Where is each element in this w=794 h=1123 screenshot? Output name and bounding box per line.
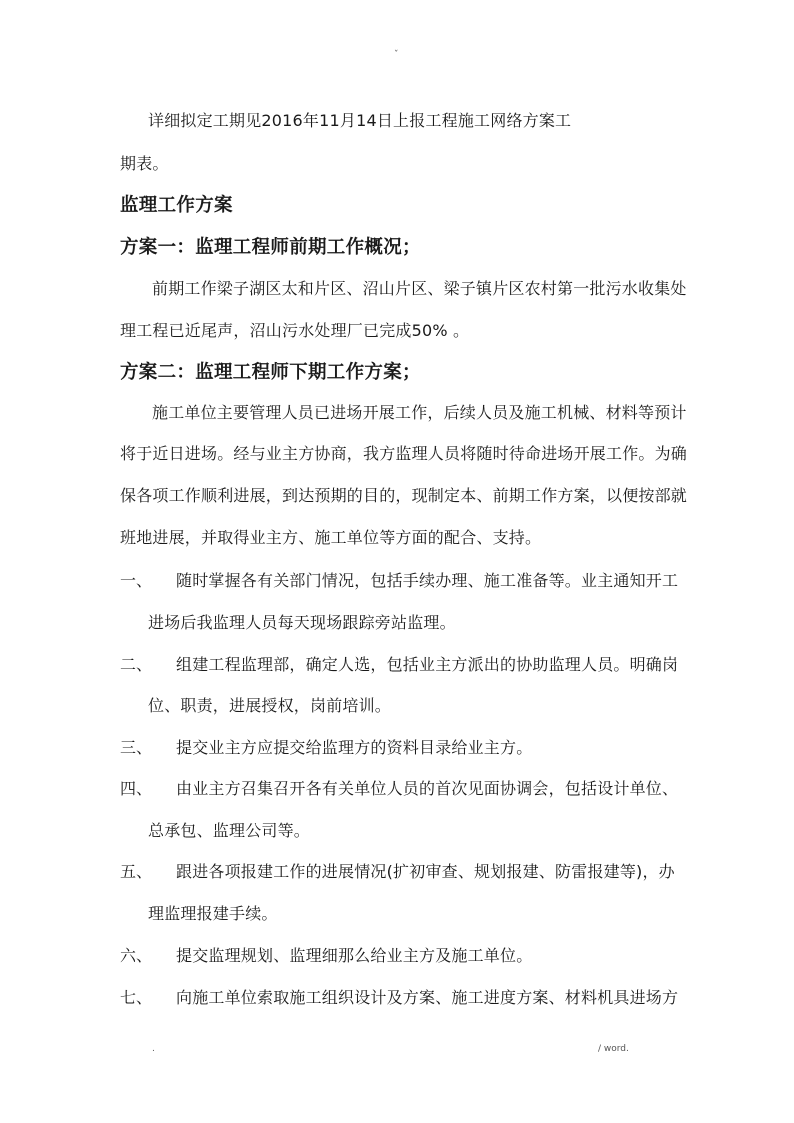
item-4-line-2: 总承包、监理公司等。 — [148, 821, 311, 840]
plan1-line-1: 前期工作梁子湖区太和片区、沼山片区、梁子镇片区农村第一批污水收集处 — [152, 279, 687, 298]
footer-left-mark: . — [152, 1044, 155, 1054]
plan2-line-2: 将于近日进场。经与业主方协商，我方监理人员将随时待命进场开展工作。为确 — [120, 444, 688, 463]
plan2-line-1: 施工单位主要管理人员已进场开展工作，后续人员及施工机械、材料等预计 — [152, 403, 687, 422]
plan2-title: 方案二：监理工程师下期工作方案； — [120, 362, 421, 383]
header-mark: ˇ — [394, 50, 399, 60]
intro-line-1: 详细拟定工期见2016年11月14日上报工程施工网络方案工 — [148, 111, 572, 130]
plan2-line-3: 保各项工作顺利进展，到达预期的目的，现制定本、前期工作方案，以便按部就 — [120, 486, 688, 505]
item-4-number: 四、 — [120, 779, 153, 798]
item-2-line-2: 位、职责，进展授权，岗前培训。 — [148, 696, 392, 715]
item-1-line-2: 进场后我监理人员每天现场跟踪旁站监理。 — [148, 613, 456, 632]
intro-line-2: 期表。 — [120, 154, 169, 173]
item-3-number: 三、 — [120, 738, 153, 757]
item-5-line-2: 理监理报建手续。 — [148, 904, 278, 923]
item-5-line-1: 跟进各项报建工作的进展情况(扩初审查、规划报建、防雷报建等)，办 — [176, 862, 675, 881]
item-6-number: 六、 — [120, 946, 153, 965]
plan2-line-4: 班地进展，并取得业主方、施工单位等方面的配合、支持。 — [120, 528, 542, 547]
item-7-line-1: 向施工单位索取施工组织设计及方案、施工进度方案、材料机具进场方 — [176, 988, 679, 1007]
item-1-number: 一、 — [120, 571, 153, 590]
section-title: 监理工作方案 — [120, 195, 233, 216]
item-2-line-1: 组建工程监理部，确定人选，包括业主方派出的协助监理人员。明确岗 — [176, 655, 679, 674]
plan1-title: 方案一：监理工程师前期工作概况； — [120, 237, 421, 258]
item-4-line-1: 由业主方召集召开各有关单位人员的首次见面协调会，包括设计单位、 — [176, 779, 679, 798]
item-2-number: 二、 — [120, 655, 153, 674]
item-3-line-1: 提交业主方应提交给监理方的资料目录给业主方。 — [176, 738, 533, 757]
item-1-line-1: 随时掌握各有关部门情况，包括手续办理、施工准备等。业主通知开工 — [176, 571, 679, 590]
plan1-line-2: 理工程已近尾声，沼山污水处理厂已完成50% 。 — [120, 321, 470, 340]
item-6-line-1: 提交监理规划、监理细那么给业主方及施工单位。 — [176, 946, 533, 965]
item-5-number: 五、 — [120, 862, 153, 881]
footer-right-mark: / word. — [598, 1044, 629, 1054]
item-7-number: 七、 — [120, 988, 153, 1007]
